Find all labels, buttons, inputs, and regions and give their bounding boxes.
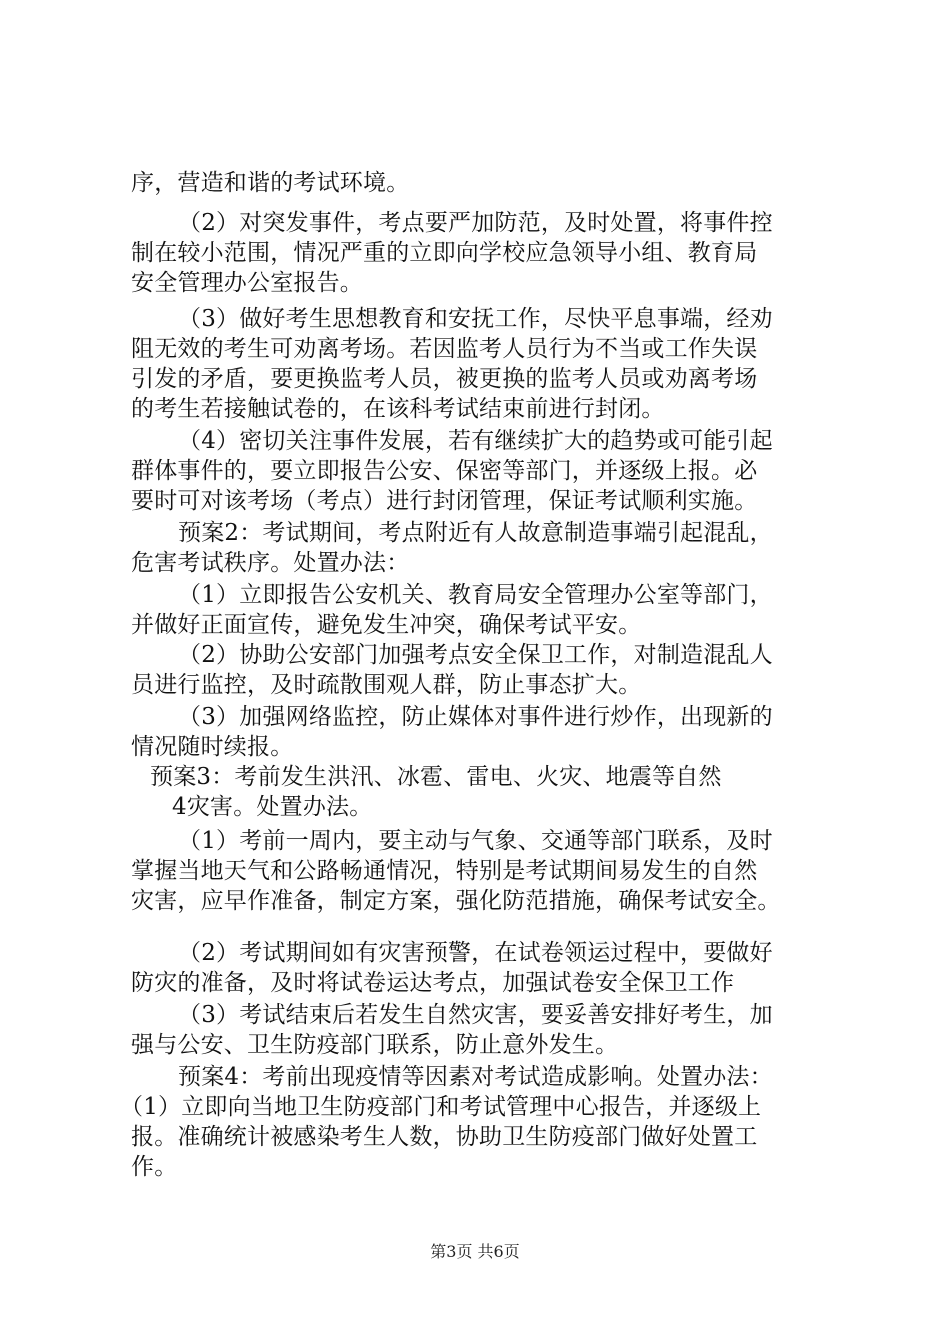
text-line: 4灾害。处置办法。	[172, 794, 373, 820]
text-line: （1）立即向当地卫生防疫部门和考试管理中心报告，并逐级上	[120, 1094, 762, 1120]
text-line: 掌握当地天气和公路畅通情况，特别是考试期间易发生的自然	[131, 858, 758, 884]
text-line: 要时可对该考场（考点）进行封闭管理，保证考试顺利实施。	[131, 488, 758, 514]
text-line: 报。准确统计被感染考生人数，协助卫生防疫部门做好处置工	[131, 1124, 758, 1150]
text-line: 强与公安、卫生防疫部门联系，防止意外发生。	[131, 1032, 619, 1058]
text-line: 并做好正面宣传，避免发生冲突，确保考试平安。	[131, 612, 642, 638]
text-line: （3）考试结束后若发生自然灾害，要妥善安排好考生，加	[178, 1002, 773, 1028]
text-line: 预案4：考前出现疫情等因素对考试造成影响。处置办法：	[178, 1064, 773, 1090]
text-line: （2）考试期间如有灾害预警，在试卷领运过程中，要做好	[178, 940, 773, 966]
text-line: 阻无效的考生可劝离考场。若因监考人员行为不当或工作失误	[131, 336, 758, 362]
text-line: 灾害，应早作准备，制定方案，强化防范措施，确保考试安全。	[131, 888, 781, 914]
text-line: （4）密切关注事件发展，若有继续扩大的趋势或可能引起	[178, 428, 773, 454]
text-line: （3）加强网络监控，防止媒体对事件进行炒作，出现新的	[178, 704, 773, 730]
text-line: 序，营造和谐的考试环境。	[131, 170, 410, 196]
text-line: （2）对突发事件，考点要严加防范，及时处置，将事件控	[178, 210, 773, 236]
text-line: 危害考试秩序。处置办法：	[131, 550, 410, 576]
text-line: 预案3：考前发生洪汛、冰雹、雷电、火灾、地震等自然	[150, 764, 722, 790]
text-line: 的考生若接触试卷的，在该科考试结束前进行封闭。	[131, 396, 665, 422]
text-line: 安全管理办公室报告。	[131, 270, 363, 296]
text-line: （2）协助公安部门加强考点安全保卫工作，对制造混乱人	[178, 642, 773, 668]
text-line: 引发的矛盾，要更换监考人员，被更换的监考人员或劝离考场	[131, 366, 758, 392]
text-line: 防灾的准备，及时将试卷运达考点，加强试卷安全保卫工作	[131, 970, 735, 996]
text-line: 预案2：考试期间，考点附近有人故意制造事端引起混乱，	[178, 520, 773, 546]
text-line: 制在较小范围，情况严重的立即向学校应急领导小组、教育局	[131, 240, 758, 266]
text-line: （1）考前一周内，要主动与气象、交通等部门联系，及时	[178, 828, 773, 854]
text-line: （3）做好考生思想教育和安抚工作，尽快平息事端，经劝	[178, 306, 773, 332]
text-line: 员进行监控，及时疏散围观人群，防止事态扩大。	[131, 672, 642, 698]
text-line: 作。	[131, 1154, 178, 1180]
page-number: 第3页 共6页	[430, 1242, 520, 1261]
text-line: 情况随时续报。	[131, 734, 294, 760]
text-line: 群体事件的，要立即报告公安、保密等部门，并逐级上报。必	[131, 458, 758, 484]
text-line: （1）立即报告公安机关、教育局安全管理办公室等部门，	[178, 582, 773, 608]
